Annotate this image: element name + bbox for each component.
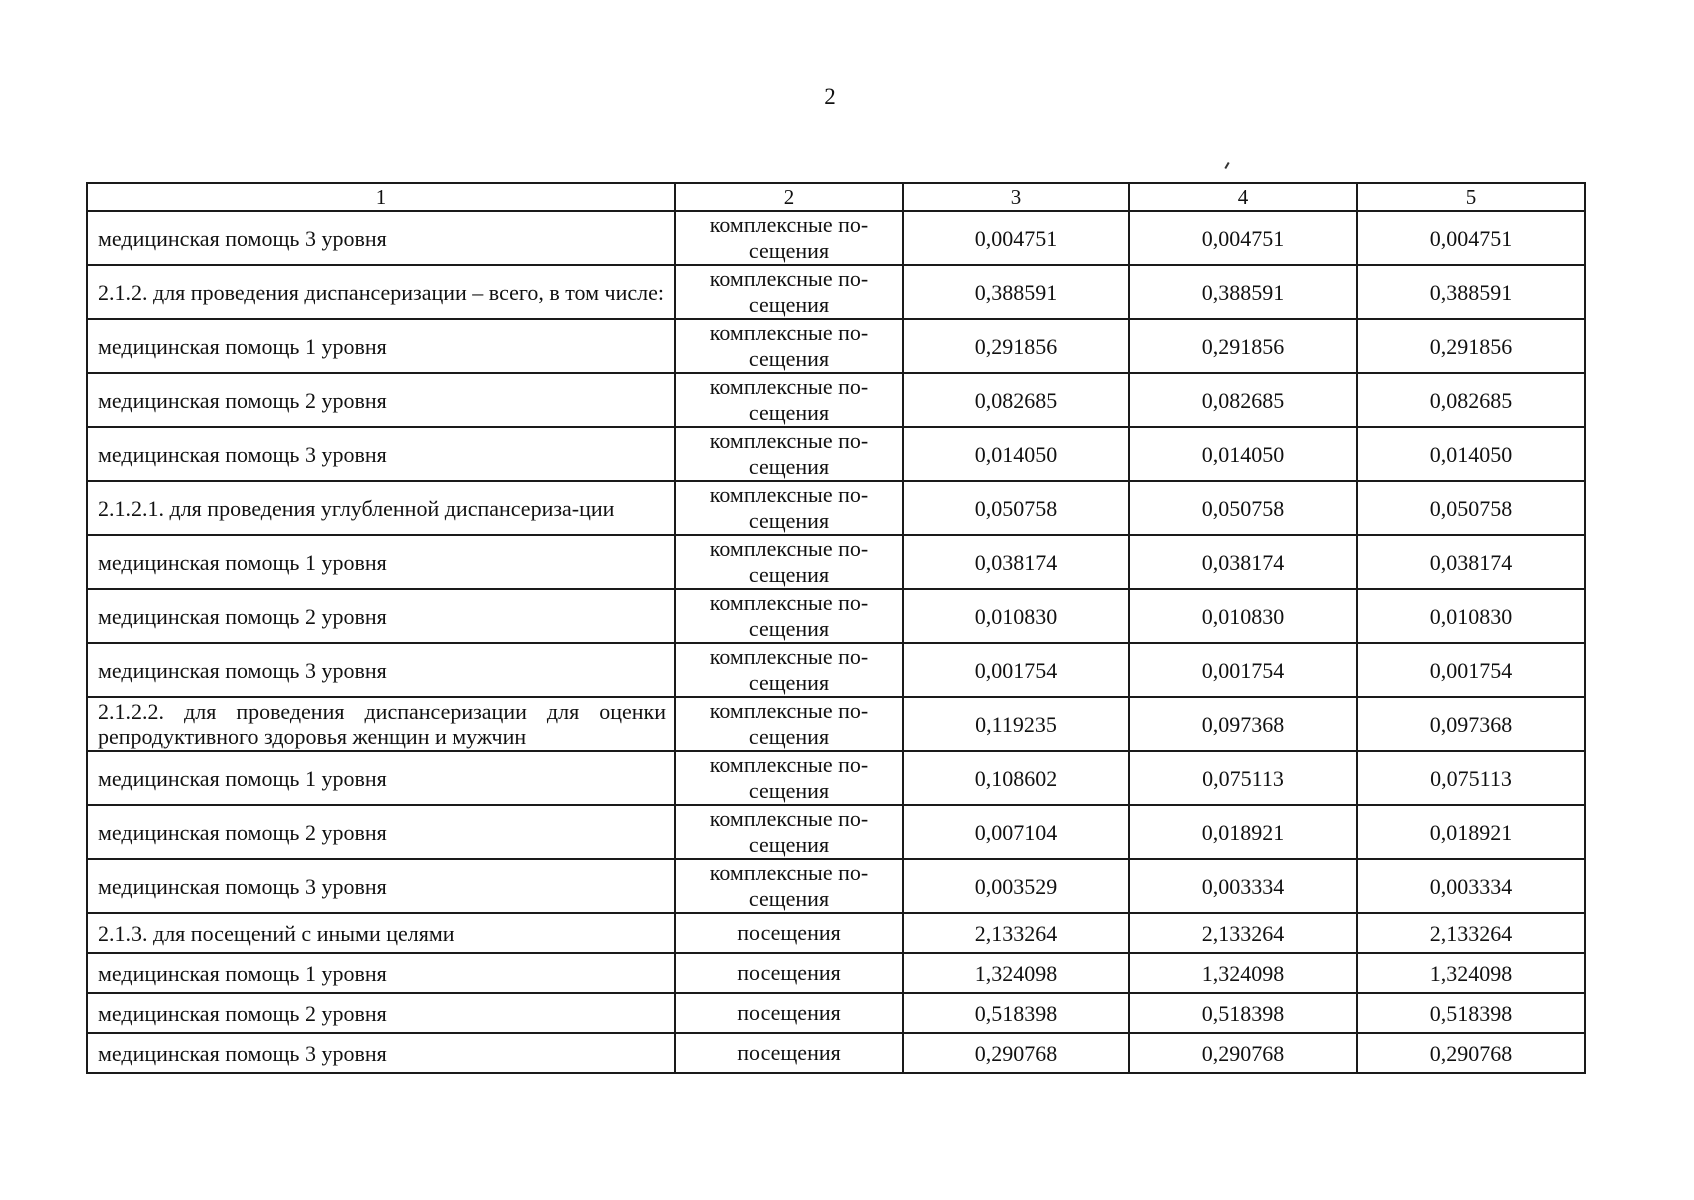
row-value-col3: 0,108602 — [903, 751, 1129, 805]
row-value-col5: 0,291856 — [1357, 319, 1585, 373]
table-row — [87, 265, 1585, 319]
row-name-cell: 2.1.2.2. для проведения диспансеризации для оценки репродуктивного здоровья женщин и мужчин — [87, 697, 675, 751]
row-unit-cell: комплексные по-сещения — [675, 481, 903, 535]
row-unit-cell: комплексные по-сещения — [675, 589, 903, 643]
row-value-col5: 0,097368 — [1357, 697, 1585, 751]
scan-artifact-mark — [1224, 162, 1229, 169]
row-value-col5: 0,082685 — [1357, 373, 1585, 427]
row-unit-cell: комплексные по-сещения — [675, 265, 903, 319]
table-header-row — [87, 183, 1585, 211]
table-row — [87, 751, 1585, 805]
table-row — [87, 697, 1585, 751]
row-unit-cell: комплексные по-сещения — [675, 319, 903, 373]
row-value-col3: 0,038174 — [903, 535, 1129, 589]
row-value-col3: 0,007104 — [903, 805, 1129, 859]
row-value-col5: 0,001754 — [1357, 643, 1585, 697]
row-name-cell: медицинская помощь 1 уровня — [87, 319, 675, 373]
table-row — [87, 589, 1585, 643]
row-unit-cell: посещения — [675, 913, 903, 953]
row-name-cell: медицинская помощь 2 уровня — [87, 373, 675, 427]
row-name-cell: медицинская помощь 2 уровня — [87, 589, 675, 643]
row-value-col3: 0,082685 — [903, 373, 1129, 427]
row-value-col3: 0,014050 — [903, 427, 1129, 481]
table-row — [87, 535, 1585, 589]
row-unit-cell: комплексные по-сещения — [675, 643, 903, 697]
row-unit-cell: комплексные по-сещения — [675, 535, 903, 589]
row-value-col4: 0,003334 — [1129, 859, 1357, 913]
row-value-col4: 0,082685 — [1129, 373, 1357, 427]
row-value-col4: 2,133264 — [1129, 913, 1357, 953]
row-value-col3: 0,050758 — [903, 481, 1129, 535]
row-name-cell: медицинская помощь 2 уровня — [87, 993, 675, 1033]
header-cell-1: 1 — [87, 183, 675, 211]
row-value-col3: 0,388591 — [903, 265, 1129, 319]
data-table — [86, 182, 1586, 1074]
row-value-col5: 0,075113 — [1357, 751, 1585, 805]
row-value-col5: 0,014050 — [1357, 427, 1585, 481]
row-name-cell: 2.1.2.1. для проведения углубленной диспансериза-ции — [87, 481, 675, 535]
row-value-col4: 0,010830 — [1129, 589, 1357, 643]
header-cell-4: 4 — [1129, 183, 1357, 211]
row-name-cell: медицинская помощь 3 уровня — [87, 1033, 675, 1073]
table-row — [87, 953, 1585, 993]
table-body — [87, 183, 1585, 1073]
row-value-col5: 0,010830 — [1357, 589, 1585, 643]
row-value-col3: 0,291856 — [903, 319, 1129, 373]
row-value-col5: 0,038174 — [1357, 535, 1585, 589]
row-value-col5: 0,388591 — [1357, 265, 1585, 319]
row-value-col3: 0,004751 — [903, 211, 1129, 265]
row-unit-cell: комплексные по-сещения — [675, 859, 903, 913]
row-unit-cell: комплексные по-сещения — [675, 427, 903, 481]
row-name-cell: медицинская помощь 2 уровня — [87, 805, 675, 859]
table-row — [87, 427, 1585, 481]
row-name-cell: медицинская помощь 3 уровня — [87, 643, 675, 697]
table-row — [87, 643, 1585, 697]
header-cell-5: 5 — [1357, 183, 1585, 211]
table-row — [87, 211, 1585, 265]
row-name-cell: 2.1.3. для посещений с иными целями — [87, 913, 675, 953]
row-unit-cell: комплексные по-сещения — [675, 697, 903, 751]
row-value-col4: 0,050758 — [1129, 481, 1357, 535]
row-name-cell: медицинская помощь 1 уровня — [87, 535, 675, 589]
row-name-cell: 2.1.2. для проведения диспансеризации – всего, в том числе: — [87, 265, 675, 319]
row-name-cell: медицинская помощь 3 уровня — [87, 427, 675, 481]
row-unit-cell: комплексные по-сещения — [675, 805, 903, 859]
row-value-col3: 0,001754 — [903, 643, 1129, 697]
row-value-col4: 0,014050 — [1129, 427, 1357, 481]
row-value-col3: 0,119235 — [903, 697, 1129, 751]
header-cell-3: 3 — [903, 183, 1129, 211]
table-row — [87, 913, 1585, 953]
row-name-cell: медицинская помощь 1 уровня — [87, 751, 675, 805]
table-row — [87, 859, 1585, 913]
row-value-col4: 1,324098 — [1129, 953, 1357, 993]
row-value-col4: 0,001754 — [1129, 643, 1357, 697]
table-row — [87, 319, 1585, 373]
row-name-cell: медицинская помощь 3 уровня — [87, 211, 675, 265]
row-value-col3: 0,010830 — [903, 589, 1129, 643]
table-row — [87, 805, 1585, 859]
row-name-cell: медицинская помощь 3 уровня — [87, 859, 675, 913]
row-value-col5: 2,133264 — [1357, 913, 1585, 953]
row-value-col5: 0,518398 — [1357, 993, 1585, 1033]
row-value-col3: 0,290768 — [903, 1033, 1129, 1073]
row-value-col4: 0,075113 — [1129, 751, 1357, 805]
row-value-col4: 0,097368 — [1129, 697, 1357, 751]
row-value-col4: 0,018921 — [1129, 805, 1357, 859]
row-value-col5: 0,018921 — [1357, 805, 1585, 859]
row-value-col4: 0,388591 — [1129, 265, 1357, 319]
row-value-col4: 0,004751 — [1129, 211, 1357, 265]
row-value-col4: 0,038174 — [1129, 535, 1357, 589]
row-unit-cell: комплексные по-сещения — [675, 211, 903, 265]
row-value-col4: 0,290768 — [1129, 1033, 1357, 1073]
row-value-col5: 0,003334 — [1357, 859, 1585, 913]
row-unit-cell: посещения — [675, 1033, 903, 1073]
row-unit-cell: комплексные по-сещения — [675, 751, 903, 805]
row-value-col3: 2,133264 — [903, 913, 1129, 953]
table-row — [87, 993, 1585, 1033]
table-row — [87, 481, 1585, 535]
table-row — [87, 1033, 1585, 1073]
header-cell-2: 2 — [675, 183, 903, 211]
table-row — [87, 373, 1585, 427]
row-value-col3: 1,324098 — [903, 953, 1129, 993]
row-value-col5: 0,290768 — [1357, 1033, 1585, 1073]
row-value-col5: 1,324098 — [1357, 953, 1585, 993]
row-value-col4: 0,291856 — [1129, 319, 1357, 373]
row-value-col5: 0,050758 — [1357, 481, 1585, 535]
row-value-col3: 0,003529 — [903, 859, 1129, 913]
row-value-col5: 0,004751 — [1357, 211, 1585, 265]
page-number: 2 — [824, 84, 836, 109]
row-unit-cell: посещения — [675, 993, 903, 1033]
row-unit-cell: комплексные по-сещения — [675, 373, 903, 427]
row-unit-cell: посещения — [675, 953, 903, 993]
row-name-cell: медицинская помощь 1 уровня — [87, 953, 675, 993]
row-value-col3: 0,518398 — [903, 993, 1129, 1033]
row-value-col4: 0,518398 — [1129, 993, 1357, 1033]
